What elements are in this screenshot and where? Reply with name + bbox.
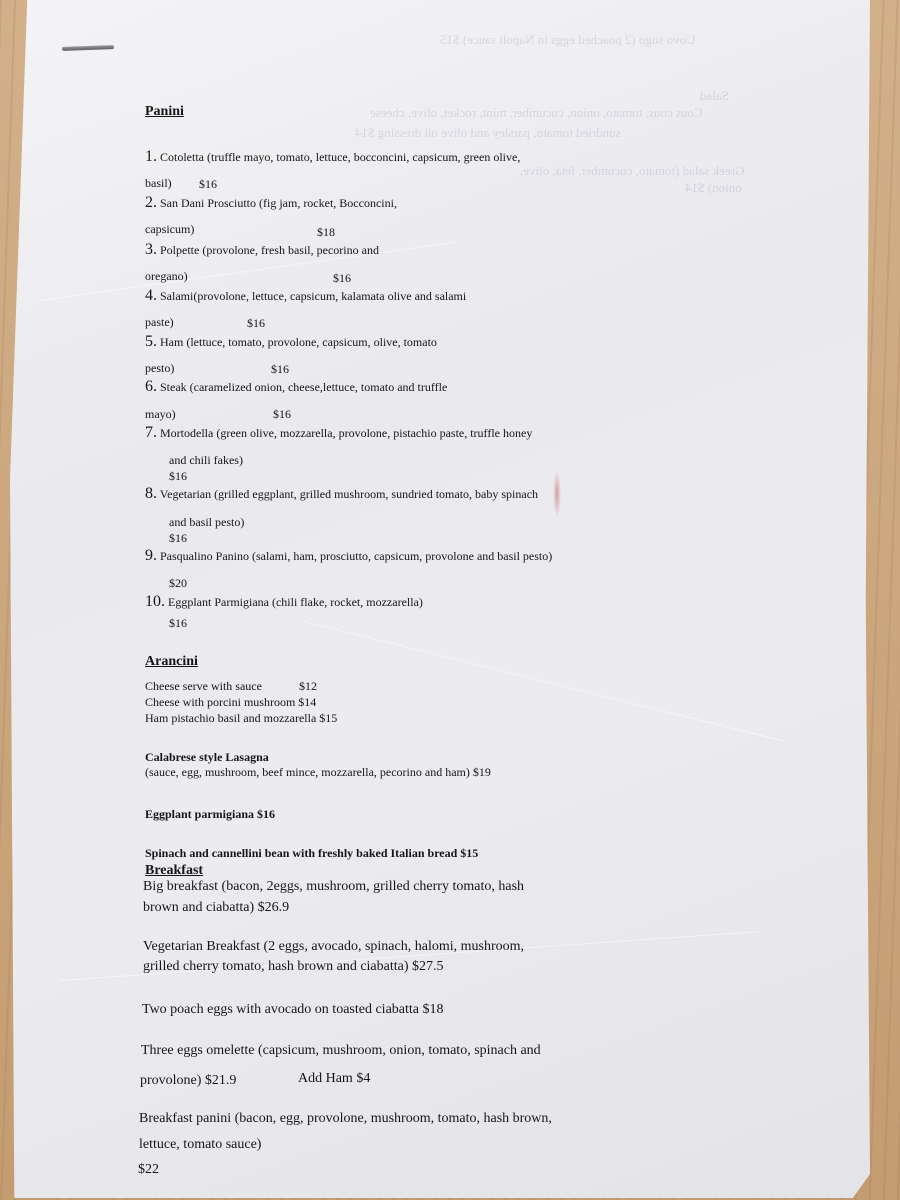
lasagna-title: Calabrese style Lasagna (145, 750, 269, 764)
breakfast-item-panini: Breakfast panini (bacon, egg, provolone, mushroom, tomato, hash brown, (139, 1111, 552, 1126)
item-number: 6. (145, 378, 157, 395)
arancini-item-name: Cheese serve with sauce (145, 679, 262, 693)
arancini-item: Ham pistachio basil and mozzarella $15 (145, 711, 338, 725)
item-price: $16 (271, 362, 289, 376)
bleed-through-line: Greek salad (tomato, cucumber, feta, olive, (520, 163, 745, 178)
item-price: $16 (273, 407, 291, 421)
eggplant-parmigiana-item: Eggplant parmigiana $16 (145, 807, 276, 821)
breakfast-panini-price: $22 (138, 1162, 159, 1177)
section-heading-breakfast: Breakfast (145, 863, 204, 878)
item-price: $18 (317, 225, 335, 239)
item-number: 3. (145, 241, 157, 258)
bleed-through-line: Salad (700, 88, 729, 103)
item-number: 1. (145, 148, 157, 165)
breakfast-item-vegetarian-cont: grilled cherry tomato, hash brown and ciabatta) $27.5 (143, 959, 444, 974)
section-heading-arancini: Arancini (145, 654, 198, 669)
item-price: $20 (169, 576, 187, 590)
item-price: $16 (333, 271, 351, 285)
item-price: $16 (169, 531, 187, 545)
arancini-item-price: $12 (299, 679, 317, 693)
item-description: Ham (lettuce, tomato, provolone, capsicum, olive, tomato (160, 335, 437, 349)
item-description-cont: basil) (145, 176, 172, 190)
item-description: Mortodella (green olive, mozzarella, provolone, pistachio paste, truffle honey (160, 426, 533, 440)
item-description: Steak (caramelized onion, cheese,lettuce, tomato and truffle (160, 380, 448, 394)
item-description: Eggplant Parmigiana (chili flake, rocket, mozzarella) (168, 595, 423, 609)
item-description: Vegetarian (grilled eggplant, grilled mushroom, sundried tomato, baby spinach (159, 487, 539, 501)
item-description: San Dani Prosciutto (fig jam, rocket, Bocconcini, (160, 196, 397, 210)
breakfast-item-poach: Two poach eggs with avocado on toasted ciabatta $18 (142, 1002, 444, 1017)
item-number: 4. (145, 287, 157, 304)
item-description: Salami(provolone, lettuce, capsicum, kalamata olive and salami (160, 289, 467, 303)
bleed-through-line: sundried tomato, parsley and olive oil dressing $14 (355, 125, 621, 140)
item-number: 8. (145, 485, 157, 502)
item-description: Polpette (provolone, fresh basil, pecorino and (160, 243, 379, 257)
item-price: $16 (199, 177, 217, 191)
arancini-item: Cheese with porcini mushroom $14 (145, 695, 317, 709)
item-price: $16 (247, 316, 265, 330)
item-number: 2. (145, 194, 157, 211)
item-number: 10. (145, 593, 165, 610)
item-number: 5. (145, 333, 157, 350)
item-description-cont: and basil pesto) (169, 515, 245, 529)
item-price: $16 (169, 616, 187, 630)
item-description-cont: pesto) (145, 361, 175, 375)
breakfast-item-panini-cont: lettuce, tomato sauce) (139, 1137, 262, 1152)
breakfast-item-vegetarian: Vegetarian Breakfast (2 eggs, avocado, spinach, halomi, mushroom, (143, 939, 525, 954)
section-heading-panini: Panini (145, 104, 184, 119)
item-description-cont: mayo) (145, 407, 176, 421)
breakfast-item-big: Big breakfast (bacon, 2eggs, mushroom, grilled cherry tomato, hash (143, 879, 525, 894)
item-description-cont: and chili fakes) (169, 453, 243, 467)
bleed-through-line: Uovo sugo (2 poached eggs in Napoli sauce) $15 (440, 32, 696, 47)
item-description-cont: oregano) (145, 269, 188, 283)
breakfast-item-big-cont: brown and ciabatta) $26.9 (143, 900, 290, 915)
sauce-stain (553, 470, 561, 518)
item-description-cont: paste) (145, 315, 174, 329)
lasagna-description: (sauce, egg, mushroom, beef mince, mozzarella, pecorino and ham) $19 (145, 765, 491, 779)
item-number: 7. (145, 424, 157, 441)
breakfast-item-omelette-cont: provolone) $21.9 (140, 1073, 237, 1088)
item-description: Pasqualino Panino (salami, ham, prosciutto, capsicum, provolone and basil pesto) (160, 549, 553, 563)
bleed-through-line: Cous cous, tomato, onion, cucumber, mint, rocket, olive, cheese (370, 105, 703, 120)
item-description-cont: capsicum) (145, 222, 195, 236)
breakfast-item-omelette: Three eggs omelette (capsicum, mushroom, onion, tomato, spinach and (141, 1043, 541, 1058)
spinach-bean-item: Spinach and cannellini bean with freshly baked Italian bread $15 (145, 846, 479, 860)
item-description: Cotoletta (truffle mayo, tomato, lettuce, bocconcini, capsicum, green olive, (160, 150, 521, 164)
item-price: $16 (169, 469, 187, 483)
bleed-through-line: onion) $14 (685, 180, 742, 195)
item-number: 9. (145, 547, 157, 564)
omelette-addon: Add Ham $4 (298, 1071, 371, 1086)
